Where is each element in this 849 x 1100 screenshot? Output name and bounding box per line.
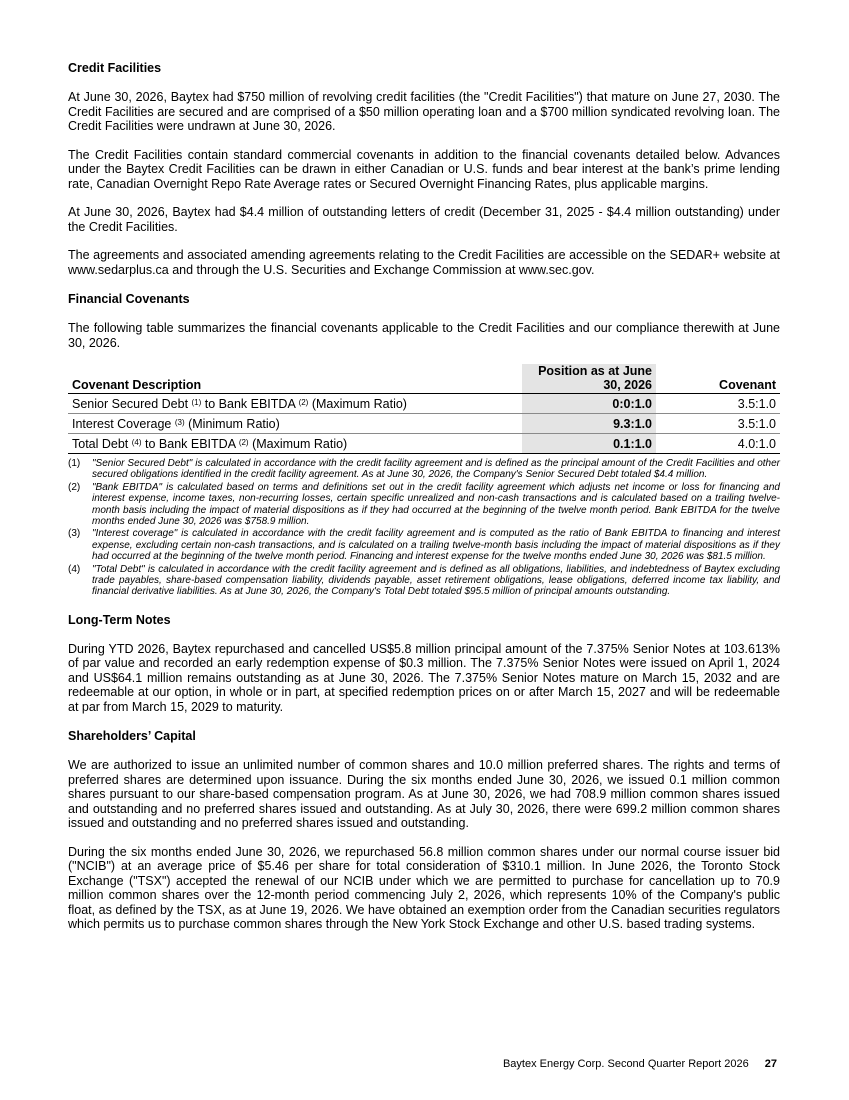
footnote-item [68,528,780,562]
capital-paragraph-2: During the six months ended June 30, 2026, we repurchased 56.8 million common shares under our normal course issuer bid ("NCIB") at an average price of $5.46 per share for total consideration of $310.1 million. In June 2026, the Toronto Stock Exchange ("TSX") accepted the renewal of our NCIB under which we are permitted to purchase for cancellation up to 70.9 million common shares over the 12-month period commencing July 2, 2026, which represents 10% of the Company's public float, as defined by the TSX, as at June 19, 2026. We have obtained an exemption order from the Canadian securities regulators which permits us to purchase common shares through the New York Stock Exchange and other U.S. based trading systems. [68,844,780,932]
footer-report-title: Baytex Energy Corp. Second Quarter Report 2026 [502,1058,749,1070]
footnote-text: "Total Debt" is calculated in accordance with the credit facility agreement and is defined as all obligations, liabilities, and indebtedness of Baytex excluding trade payables, share-based compensation liability, dividends payable, asset retirement obligations, lease obligations, deferred income tax liability, and financial derivative liabilities. As at June 30, 2026, the Company's Total Debt totaled $95.5 million of principal amounts outstanding. [92,563,780,598]
covenant-description-text: Interest Coverage [72,417,175,431]
page-number: 27 [764,1058,777,1070]
footnote-number: (1) [68,458,81,469]
footnote-text: "Senior Secured Debt" is calculated in accordance with the credit facility agreement and is defined as the principal amount of the Credit Facilities and other secured obligations identified in the credit facility agreement. As at June 30, 2026, the Company's Senior Secured Debt totaled $4.4 million. [92,458,780,481]
covenant-value-cell: 3.5:1.0 [656,414,780,434]
header-covenant-description: Covenant Description [68,364,522,394]
covenant-description-cell [68,414,522,434]
page-content [68,60,780,946]
table-row [68,434,780,454]
header-position-line1: Position as at June [538,364,652,378]
capital-paragraph-1: We are authorized to issue an unlimited number of common shares and 10.0 million preferred shares. The rights and terms of preferred shares are determined upon issuance. During the six months ended June 30, 2026, we issued 0.1 million common shares pursuant to our share-based compensation program. As at June 30, 2026, we had 708.9 million common shares issued and outstanding and no preferred shares issued and outstanding. As at July 30, 2026, there were 699.2 million common shares issued and outstanding and no preferred shares issued and outstanding. [68,758,780,831]
covenant-description-cell [68,434,522,454]
covenant-description-text: (Maximum Ratio) [248,437,348,451]
credit-paragraph-4: The agreements and associated amending agreements relating to the Credit Facilities are accessible on the SEDAR+ website at www.sedarplus.ca and through the U.S. Securities and Exchange Commission at www.sec.gov. [68,248,780,277]
covenants-table [68,364,780,454]
credit-paragraph-2: The Credit Facilities contain standard commercial covenants in addition to the financial covenants detailed below. Advances under the Baytex Credit Facilities can be drawn in either Canadian or U.S. funds and bear interest at the bank’s prime lending rate, Canadian Overnight Repo Rate Average rates or Secured Overnight Financing Rates, plus applicable margins. [68,147,780,191]
footnote-text: "Bank EBITDA" is calculated based on terms and definitions set out in the credit facility agreement which adjusts net income or loss for financing and interest expense, income taxes, non-recurring losses, certain specific unrealized and non-cash transactions and is calculated based on a trailing twelve-month basis including the impact of material dispositions as if they had occurred at the beginning of the twelve month period. Bank EBITDA for the twelve months ended June 30, 2026 was $758.9 million. [92,481,780,528]
footnote-reference: (2) [238,438,249,447]
credit-facilities-heading: Credit Facilities [68,61,162,75]
covenant-description-cell [68,394,522,414]
covenant-footnotes [68,458,780,598]
credit-paragraph-1: At June 30, 2026, Baytex had $750 million of revolving credit facilities (the "Credit Facilities") that mature on June 27, 2030. The Credit Facilities are secured and are comprised of a $50 million operating loan and a $700 million syndicated revolving loan. The Credit Facilities were undrawn at June 30, 2026. [68,90,780,133]
footnote-number: (2) [68,481,81,493]
table-row [68,414,780,434]
table-row [68,394,780,414]
covenant-value-cell: 3.5:1.0 [656,394,780,414]
table-header-row [68,364,780,394]
position-value-cell: 0:0:1.0 [522,394,656,414]
footnote-reference: (1) [191,398,202,407]
footnote-number: (4) [68,563,81,575]
page-footer [503,1058,777,1070]
covenant-description-text: (Minimum Ratio) [184,417,280,431]
long-term-notes-heading: Long-Term Notes [68,612,171,627]
footnote-item [68,458,780,481]
covenant-description-text: Total Debt [72,437,132,451]
position-value-cell: 9.3:1.0 [522,414,656,434]
financial-covenants-heading: Financial Covenants [68,292,190,306]
footnote-number: (3) [68,528,81,540]
covenant-description-text: Senior Secured Debt [72,397,192,411]
credit-paragraph-3: At June 30, 2026, Baytex had $4.4 million of outstanding letters of credit (December 31, 2025 - $4.4 million outstanding) under the Credit Facilities. [68,205,780,234]
shareholders-capital-heading: Shareholders’ Capital [68,729,196,744]
long-term-notes-paragraph: During YTD 2026, Baytex repurchased and cancelled US$5.8 million principal amount of the 7.375% Senior Notes at 103.613% of par value and recorded an early redemption expense of $0.3 million. The 7.375% Senior Notes were issued on April 1, 2024 and US$64.1 million remains outstanding as at June 30, 2026. The 7.375% Senior Notes mature on March 15, 2032 and are redeemable at our option, in whole or in part, at specified redemption prices on or after March 15, 2027 and will be redeemable at par from March 15, 2029 to maturity. [68,641,780,714]
covenant-description-text: (Maximum Ratio) [308,397,407,411]
footnote-reference: (2) [298,398,309,407]
header-position-line2: 30, 2026 [603,378,652,392]
covenant-value-cell: 4.0:1.0 [656,434,780,454]
footnote-text: "Interest coverage" is calculated in accordance with the credit facility agreement and is computed as the ratio of Bank EBITDA to financing and interest expense, excluding certain non-cash transactions, and is calculated on a trailing twelve-month basis including the impact of material dispositions as if they had occurred at the beginning of the twelve month period. Financing and interest expense for the twelve months ended June 30, 2026 was $81.5 million. [92,528,780,563]
covenants-intro: The following table summarizes the financial covenants applicable to the Credit Facilities and our compliance therewith at June 30, 2026. [68,321,780,350]
covenant-description-text: to Bank EBITDA [141,437,239,451]
position-value-cell: 0.1:1.0 [522,434,656,454]
footnote-reference: (4) [131,438,142,447]
footnote-item [68,564,780,598]
footnote-item [68,482,780,528]
header-position [522,364,656,394]
covenant-description-text: to Bank EBITDA [201,397,299,411]
footnote-reference: (3) [174,418,185,427]
header-covenant: Covenant [656,364,780,394]
